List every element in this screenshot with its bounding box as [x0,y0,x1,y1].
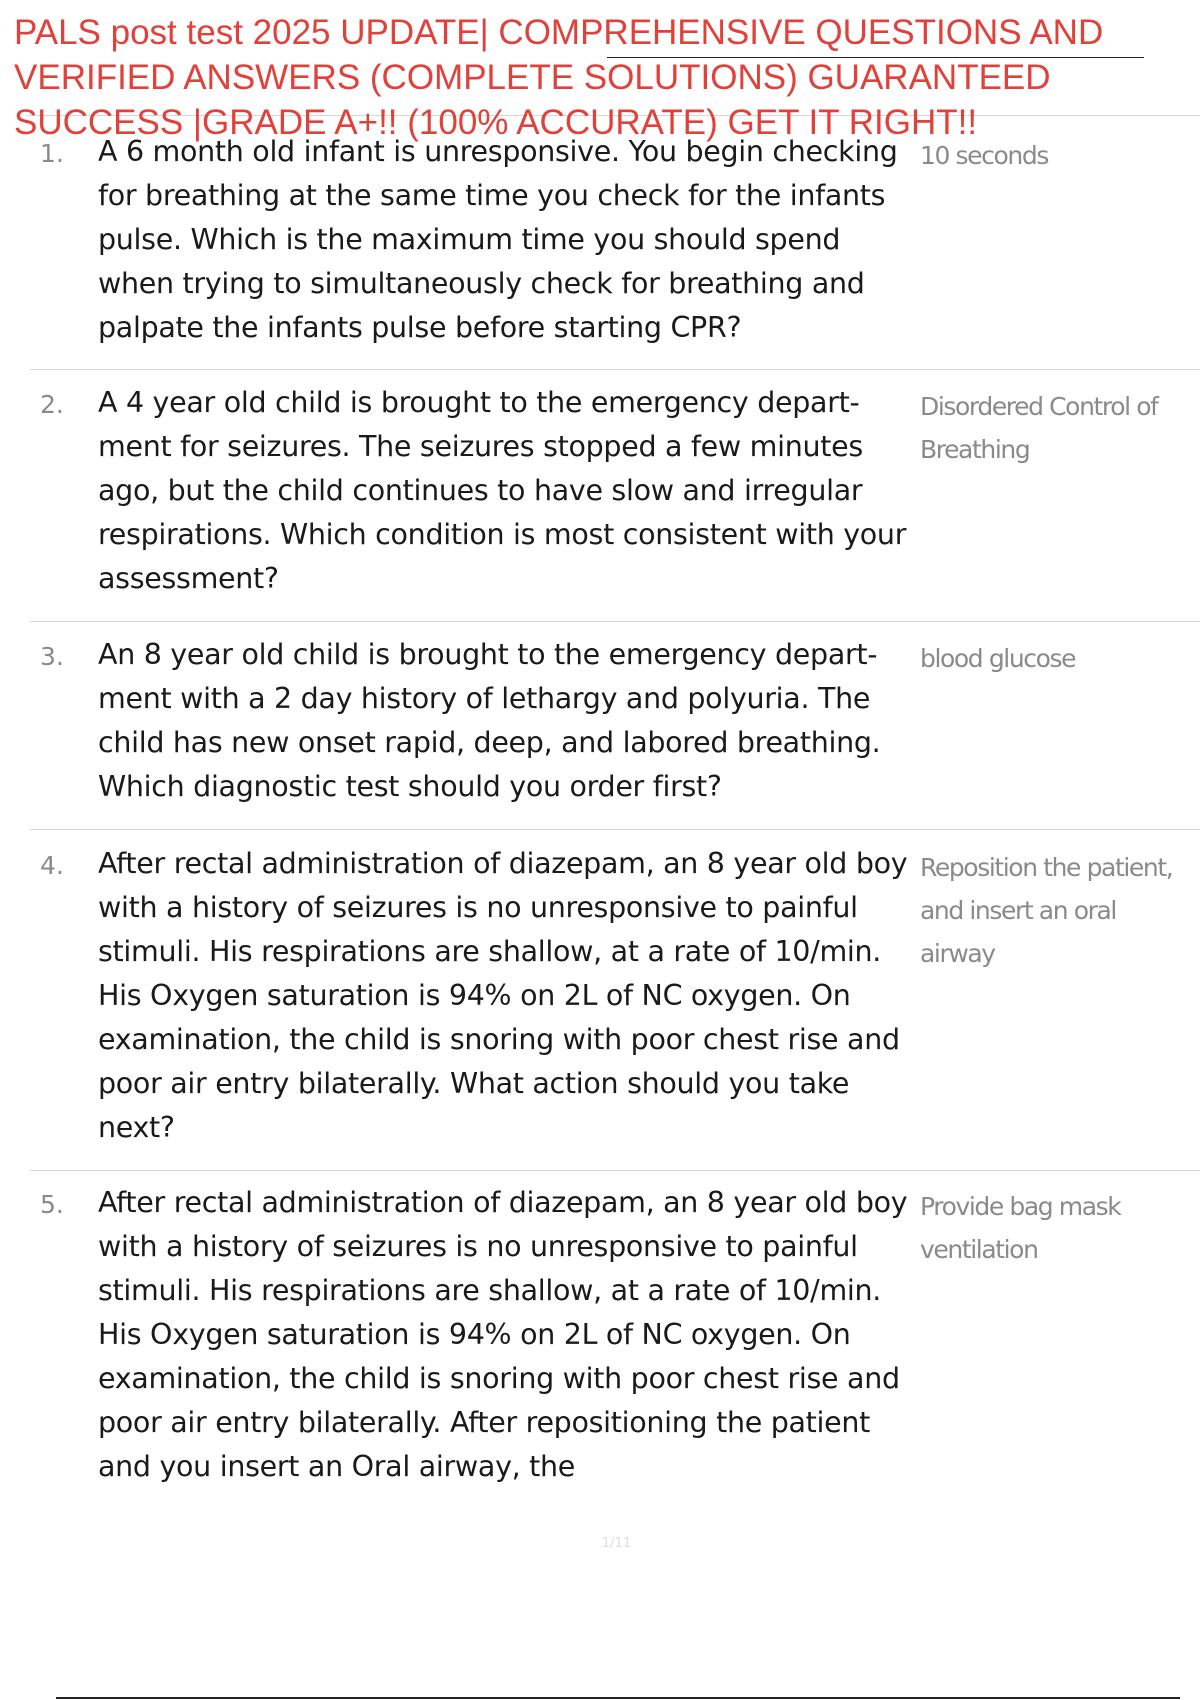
question-text: After rectal administration of diazepam, an 8 year old boy with a history of seizures is no unresponsive to painful stimuli. His respirations are shallow, at a rate of 10/min. His Oxygen saturation is 94% on 2L of NC oxygen. On examination, the child is snoring with poor chest rise and poor air entry bilaterally. After repositioning the patient and you insert an Oral airway, the [98,1186,908,1483]
question-number: 1. [40,139,64,168]
row-divider [30,621,1200,622]
question-number: 4. [40,851,64,880]
question-number: 3. [40,642,64,671]
bottom-rule [56,1697,1180,1699]
question-text: After rectal administration of diazepam, an 8 year old boy with a history of seizures is no unresponsive to painful stimuli. His respirations are shallow, at a rate of 10/min. His Oxygen saturation is 94% on 2L of NC oxygen. On examination, the child is snoring with poor chest rise and poor air entry bilaterally. What action should you take next? [98,847,908,1144]
answer-text: blood glucose [920,644,1076,673]
row-divider [30,369,1200,370]
answer-text: 10 seconds [920,141,1048,170]
row-divider [30,829,1200,830]
question-number: 5. [40,1190,64,1219]
answer-text: Provide bag mask ventilation [920,1192,1121,1264]
document-title: PALS post test 2025 UPDATE| COMPREHENSIVE QUESTIONS AND VERIFIED ANSWERS (COMPLETE SOLUTIONS) GUARANTEED SUCCESS |GRADE A+!! (100% ACCURATE) GET IT RIGHT!! [14,13,1104,142]
answer-text: Disordered Control of Breathing [920,392,1158,464]
question-text: An 8 year old child is brought to the emergency department with a 2 day history of lethargy and polyuria. The child has new onset rapid, deep, and labored breathing. Which diagnostic test should you order first? [98,638,881,803]
row-divider [30,1170,1200,1171]
question-text: A 4 year old child is brought to the emergency department for seizures. The seizures stopped a few minutes ago, but the child continues to have slow and irregular respirations. Which condition is most consistent with your assessment? [98,386,907,595]
question-text: A 6 month old infant is unresponsive. You begin checking for breathing at the same time you check for the infants pulse. Which is the maximum time you should spend when trying to simultaneously check for breathing and palpate the infants pulse before starting CPR? [98,135,898,344]
answer-text: Reposition the patient, and insert an oral airway [920,853,1173,968]
question-number: 2. [40,390,64,419]
page-number: 1/11 [601,1536,632,1551]
